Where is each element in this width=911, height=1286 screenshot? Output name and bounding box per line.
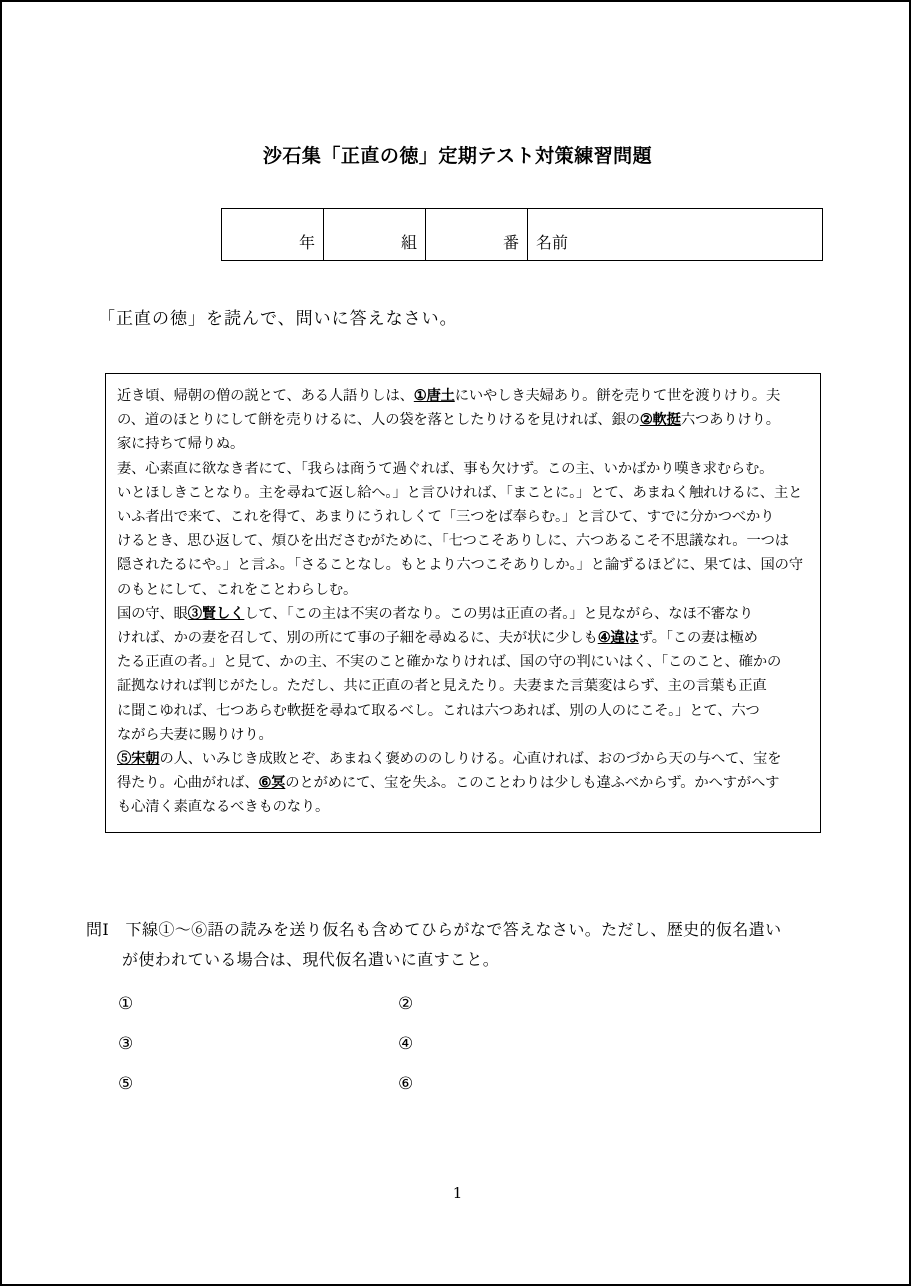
answer-row: [118, 994, 678, 1034]
passage-text: いふ者出で来て、これを得て、あまりにうれしくて「三つをば奉らむ。」と言ひて、すでに分かつべかり: [117, 509, 775, 526]
passage-text: して、「この主は不実の者なり。この男は正直の者。」と見ながら、なほ不審なり: [244, 605, 754, 622]
answer-blank[interactable]: ④: [398, 1034, 414, 1054]
passage-text: に聞こゆれば、七つあらむ軟挺を尋ねて取るべし。これは六つあれば、別の人のにこそ。」とて、六つ: [117, 702, 760, 719]
underlined-term: ②軟挺: [639, 412, 681, 429]
underlined-term: ①唐土: [413, 388, 455, 404]
class-cell[interactable]: 組: [324, 209, 426, 261]
answer-row: [118, 1074, 678, 1114]
underlined-term: ④違は: [597, 630, 639, 647]
passage-text: 妻、心素直に欲なき者にて、「我らは商うて過ぐれば、事も欠けず。この主、いかばかり嘆き求むらむ。: [117, 460, 774, 477]
page-title: 沙石集「正直の徳」定期テスト対策練習問題: [262, 145, 653, 167]
passage-line: [117, 747, 809, 771]
passage-text: 近き頃、帰朝の僧の説とて、ある人語りしは、: [117, 388, 414, 404]
passage-line: [117, 674, 809, 698]
passage-line: [117, 771, 809, 795]
passage-text: 六つありけり。: [680, 412, 780, 429]
passage-text: のとがめにて、宝を失ふ。このことわりは少しも違ふべからず。かへすがへす: [285, 775, 780, 792]
answer-row: [118, 1034, 678, 1074]
passage-line: [117, 626, 809, 650]
passage-text: いとほしきことなり。主を尋ねて返し給へ。」と言ひければ、「まことに。」とて、あまねく触れけるに、主と: [117, 484, 803, 501]
passage-line: [117, 602, 809, 626]
passage-line: [117, 578, 809, 602]
passage-text: 得たり。心曲がれば、: [117, 775, 259, 792]
passage-text: 国の守、眼: [117, 605, 188, 622]
name-cell[interactable]: 名前: [528, 209, 823, 261]
passage-line: [117, 529, 809, 553]
underlined-term: ③賢しく: [187, 605, 245, 622]
answer-blank[interactable]: ⑥: [398, 1074, 414, 1094]
passage-text: 家に持ちて帰りぬ。: [117, 436, 245, 453]
passage-text: にいやしき夫婦あり。餅を売りて世を渡りけり。夫: [454, 388, 781, 404]
passage-text: 証拠なければ判じがたし。ただし、共に正直の者と見えたり。夫妻また言葉変はらず、主の言葉も正直: [117, 678, 767, 695]
question-1-line-1: 問Ⅰ 下線①〜⑥語の読みを送り仮名も含めてひらがなで答えなさい。ただし、歴史的仮名遣い: [86, 920, 782, 939]
passage-line: [117, 481, 809, 505]
passage-line: [117, 408, 809, 432]
passage-text: けるとき、思ひ返して、煩ひを出ださむがために、「七つこそありしに、六つあるこそ不思議なれ。一つは: [117, 533, 789, 550]
passage-line: [117, 432, 809, 456]
underlined-term: ⑥冥: [258, 775, 286, 792]
passage-text: ず。「この妻は極め: [638, 630, 758, 647]
passage-line: [117, 699, 809, 723]
passage-line: [117, 650, 809, 674]
answer-blank[interactable]: ③: [118, 1034, 134, 1054]
passage-text: のもとにして、これをことわらしむ。: [117, 581, 358, 598]
answer-blank[interactable]: ①: [118, 994, 134, 1014]
page-number: 1: [452, 1184, 463, 1202]
lead-instruction: 「正直の徳」を読んで、問いに答えなさい。: [98, 309, 458, 329]
question-1-line-2: が使われている場合は、現代仮名遣いに直すこと。: [122, 950, 500, 969]
passage-line: [117, 553, 809, 577]
passage-line: [117, 505, 809, 529]
passage-text: 隠されたるにや。」と言ふ。「さることなし。もとより六つこそありしか。」と論ずるほどに、果ては、国の守: [117, 557, 803, 574]
passage-text: も心清く素直なるべきものなり。: [117, 799, 330, 816]
passage-line: [117, 795, 809, 819]
student-info-table: [221, 208, 823, 261]
passage-line: [117, 457, 809, 481]
underlined-term: ⑤宋朝: [117, 751, 160, 768]
passage-box: [105, 373, 821, 833]
passage-text: ながら夫妻に賜りけり。: [117, 726, 273, 743]
answer-blank-grid: [118, 994, 678, 1114]
answer-blank[interactable]: ⑤: [118, 1074, 134, 1094]
passage-text: の人、いみじき成敗とぞ、あまねく褒めののしりける。心直ければ、おのづから天の与へて、宝を: [159, 751, 782, 768]
passage-line: [117, 723, 809, 747]
number-cell[interactable]: 番: [426, 209, 528, 261]
passage-text: たる正直の者。」と見て、かの主、不実のこと確かなりければ、国の守の判にいはく、「このこと、確かの: [117, 654, 782, 671]
table-row: [222, 209, 823, 261]
passage-text: の、道のほとりにして餅を売りけるに、人の袋を落としたりけるを見ければ、銀の: [117, 412, 640, 429]
passage-line: [117, 384, 809, 408]
question-1-block: [86, 915, 886, 975]
answer-blank[interactable]: ②: [398, 994, 414, 1014]
year-cell[interactable]: 年: [222, 209, 324, 261]
passage-text: ければ、かの妻を召して、別の所にて事の子細を尋ぬるに、夫が状に少しも: [117, 630, 598, 647]
